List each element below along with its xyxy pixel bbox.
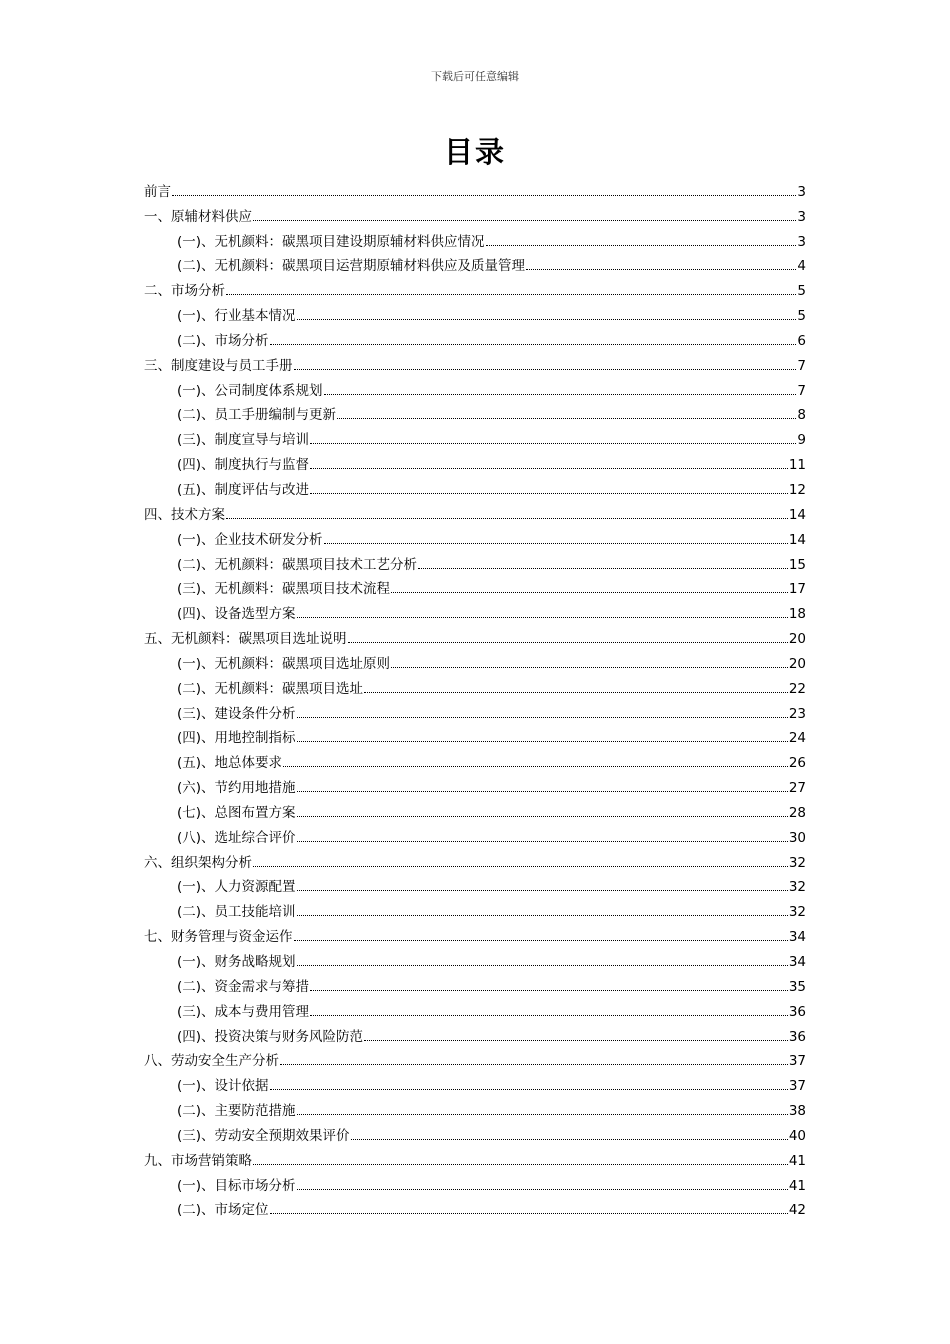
toc-entry-title: (二)、无机颜料：碳黑项目选址	[177, 680, 364, 697]
toc-page-number: 28	[788, 804, 806, 821]
toc-leader-dots	[297, 717, 788, 718]
toc-entry-title: (一)、无机颜料：碳黑项目选址原则	[177, 655, 391, 672]
toc-entry[interactable]	[144, 970, 806, 995]
toc-leader-dots	[297, 890, 788, 891]
toc-leader-dots	[270, 344, 797, 345]
toc-entry-title: (三)、劳动安全预期效果评价	[177, 1127, 350, 1144]
toc-leader-dots	[310, 1015, 788, 1016]
toc-entry-title: (六)、节约用地措施	[177, 780, 296, 797]
toc-entry-title: (二)、员工技能培训	[177, 904, 296, 921]
toc-page-number: 30	[788, 829, 806, 846]
toc-entry[interactable]	[144, 448, 806, 473]
toc-leader-dots	[283, 766, 788, 767]
toc-entry-title: 六、组织架构分析	[144, 854, 252, 871]
toc-leader-dots	[297, 965, 788, 966]
toc-entry[interactable]	[144, 895, 806, 920]
toc-leader-dots	[226, 518, 788, 519]
toc-entry[interactable]	[144, 821, 806, 846]
page-header: 下载后可任意编辑	[431, 70, 519, 83]
toc-page-number: 5	[797, 308, 806, 325]
toc-leader-dots	[297, 915, 788, 916]
toc-page-number: 26	[788, 755, 806, 772]
toc-entry-title: 二、市场分析	[144, 283, 225, 300]
toc-page-number: 36	[788, 1028, 806, 1045]
toc-entry-title: (二)、无机颜料：碳黑项目技术工艺分析	[177, 556, 418, 573]
toc-entry-title: (二)、市场分析	[177, 332, 269, 349]
toc-leader-dots	[351, 1139, 788, 1140]
toc-entry-title: (一)、人力资源配置	[177, 879, 296, 896]
toc-leader-dots	[294, 940, 788, 941]
toc-entry-title: (三)、建设条件分析	[177, 705, 296, 722]
toc-leader-dots	[526, 269, 796, 270]
toc-leader-dots	[297, 617, 788, 618]
toc-entry-title: (四)、设备选型方案	[177, 606, 296, 623]
toc-entry-title: (五)、制度评估与改进	[177, 481, 310, 498]
toc-entry[interactable]	[144, 796, 806, 821]
toc-page-number: 27	[788, 780, 806, 797]
toc-page-number: 37	[788, 1053, 806, 1070]
toc-leader-dots	[310, 493, 788, 494]
toc-entry[interactable]	[144, 622, 806, 647]
toc-entry-title: (四)、用地控制指标	[177, 730, 296, 747]
toc-entry-title: (四)、制度执行与监督	[177, 457, 310, 474]
toc-entry-title: (三)、无机颜料：碳黑项目技术流程	[177, 581, 391, 598]
toc-entry-title: (三)、成本与费用管理	[177, 1003, 310, 1020]
toc-entry[interactable]	[144, 1069, 806, 1094]
toc-entry-title: (一)、无机颜料：碳黑项目建设期原辅材料供应情况	[177, 233, 485, 250]
toc-leader-dots	[253, 220, 796, 221]
toc-page-number: 23	[788, 705, 806, 722]
toc-entry[interactable]	[144, 250, 806, 275]
toc-page-number: 34	[788, 954, 806, 970]
toc-entry-title: 三、制度建设与员工手册	[144, 357, 293, 374]
toc-leader-dots	[348, 642, 788, 643]
toc-entry[interactable]	[144, 672, 806, 697]
toc-leader-dots	[297, 1114, 788, 1115]
toc-page-number: 6	[797, 332, 806, 349]
toc-entry[interactable]	[144, 473, 806, 498]
toc-leader-dots	[280, 1064, 788, 1065]
toc-leader-dots	[364, 692, 788, 693]
toc-page-number: 9	[797, 432, 806, 449]
toc-entry[interactable]	[144, 324, 806, 349]
toc-page-number: 22	[788, 680, 806, 697]
toc-entry-title: (一)、公司制度体系规划	[177, 382, 323, 399]
toc-page-number: 3	[797, 183, 806, 200]
toc-entry[interactable]	[144, 722, 806, 747]
toc-entry-title: (二)、市场定位	[177, 1202, 269, 1219]
toc-page-number: 37	[788, 1078, 806, 1095]
toc-entry[interactable]	[144, 274, 806, 299]
page-title: 目录	[443, 135, 506, 169]
toc-leader-dots	[324, 394, 797, 395]
toc-leader-dots	[253, 866, 788, 867]
toc-leader-dots	[337, 418, 796, 419]
toc-entry[interactable]	[144, 299, 806, 324]
toc-leader-dots	[364, 1040, 788, 1041]
toc-page-number: 12	[788, 481, 806, 498]
toc-entry-title: (一)、行业基本情况	[177, 308, 296, 325]
toc-page-number: 42	[788, 1202, 806, 1219]
toc-page-number: 34	[788, 929, 806, 946]
toc-page-number: 20	[788, 631, 806, 648]
toc-entry-title: 四、技术方案	[144, 506, 225, 523]
toc-entry[interactable]	[144, 871, 806, 896]
toc-entry[interactable]	[144, 225, 806, 250]
toc-entry[interactable]	[144, 746, 806, 771]
toc-entry-title: (一)、企业技术研发分析	[177, 531, 323, 548]
toc-page-number: 35	[788, 978, 806, 995]
toc-page-number: 3	[797, 233, 806, 250]
toc-entry[interactable]	[144, 423, 806, 448]
toc-entry[interactable]	[144, 995, 806, 1020]
toc-page-number: 41	[788, 1177, 806, 1194]
toc-leader-dots	[310, 468, 788, 469]
toc-page-number: 5	[797, 283, 806, 300]
toc-leader-dots	[297, 1189, 788, 1190]
toc-leader-dots	[391, 592, 788, 593]
toc-leader-dots	[486, 245, 797, 246]
toc-entry[interactable]	[144, 200, 806, 225]
toc-entry-title: (四)、投资决策与财务风险防范	[177, 1028, 364, 1045]
toc-page-number: 8	[797, 407, 806, 424]
toc-entry-title: 七、财务管理与资金运作	[144, 929, 293, 946]
toc-entry[interactable]	[144, 846, 806, 871]
toc-entry-title: (一)、目标市场分析	[177, 1177, 296, 1194]
toc-entry[interactable]	[144, 920, 806, 945]
toc-entry-title: (一)、设计依据	[177, 1078, 269, 1095]
toc-page-number: 15	[788, 556, 806, 573]
toc-entry[interactable]	[144, 1119, 806, 1144]
toc-page-number: 41	[788, 1152, 806, 1169]
toc-entry[interactable]	[144, 647, 806, 672]
toc-leader-dots	[310, 443, 796, 444]
toc-entry[interactable]	[144, 498, 806, 523]
toc-leader-dots	[297, 841, 788, 842]
toc-entry-title: (五)、地总体要求	[177, 755, 283, 772]
toc-page-number: 14	[788, 506, 806, 523]
toc-entry[interactable]	[144, 1194, 806, 1219]
toc-entry[interactable]	[144, 1144, 806, 1169]
toc-leader-dots	[324, 543, 788, 544]
table-of-contents	[144, 175, 806, 1218]
toc-entry[interactable]	[144, 175, 806, 200]
toc-entry-title: (二)、无机颜料：碳黑项目运营期原辅材料供应及质量管理	[177, 258, 526, 275]
toc-entry[interactable]	[144, 1045, 806, 1070]
toc-entry[interactable]	[144, 597, 806, 622]
toc-page-number: 7	[797, 357, 806, 374]
toc-leader-dots	[391, 667, 788, 668]
toc-leader-dots	[418, 568, 788, 569]
toc-page-number: 24	[788, 730, 806, 747]
toc-entry[interactable]	[144, 374, 806, 399]
toc-page-number: 38	[788, 1103, 806, 1120]
toc-leader-dots	[310, 990, 788, 991]
toc-entry[interactable]	[144, 771, 806, 796]
toc-leader-dots	[297, 816, 788, 817]
toc-leader-dots	[297, 741, 788, 742]
toc-leader-dots	[294, 369, 797, 370]
toc-leader-dots	[297, 791, 788, 792]
toc-page-number: 18	[788, 606, 806, 623]
toc-leader-dots	[297, 319, 797, 320]
toc-entry[interactable]	[144, 1020, 806, 1045]
toc-entry-title: (二)、主要防范措施	[177, 1103, 296, 1120]
toc-page-number: 20	[788, 655, 806, 672]
toc-page-number: 32	[788, 904, 806, 921]
toc-entry[interactable]	[144, 349, 806, 374]
toc-page-number: 11	[788, 457, 806, 474]
toc-entry-title: 九、市场营销策略	[144, 1152, 252, 1169]
toc-entry[interactable]	[144, 1169, 806, 1194]
toc-leader-dots	[172, 195, 796, 196]
toc-entry-title: 八、劳动安全生产分析	[144, 1053, 279, 1070]
toc-entry[interactable]	[144, 523, 806, 548]
toc-entry[interactable]	[144, 548, 806, 573]
toc-page-number: 36	[788, 1003, 806, 1020]
toc-entry-title: 五、无机颜料：碳黑项目选址说明	[144, 631, 347, 648]
toc-entry-title: (一)、财务战略规划	[177, 954, 296, 970]
toc-page-number: 32	[788, 854, 806, 871]
toc-entry-title: (七)、总图布置方案	[177, 804, 296, 821]
toc-page-number: 14	[788, 531, 806, 548]
toc-leader-dots	[253, 1164, 788, 1165]
toc-entry[interactable]	[144, 573, 806, 598]
toc-entry-title: 一、原辅材料供应	[144, 208, 252, 225]
toc-leader-dots	[270, 1089, 788, 1090]
toc-page-number: 32	[788, 879, 806, 896]
toc-entry-title: (八)、选址综合评价	[177, 829, 296, 846]
toc-entry-title: (三)、制度宣导与培训	[177, 432, 310, 449]
toc-entry[interactable]	[144, 399, 806, 424]
toc-page-number: 4	[797, 258, 806, 275]
toc-leader-dots	[270, 1213, 788, 1214]
toc-page-number: 7	[797, 382, 806, 399]
toc-entry-title: 前言	[144, 183, 171, 200]
toc-entry-title: (二)、资金需求与筹措	[177, 978, 310, 995]
toc-page-number: 17	[788, 581, 806, 598]
toc-page-number: 40	[788, 1127, 806, 1144]
toc-page-number: 3	[797, 208, 806, 225]
toc-entry-title: (二)、员工手册编制与更新	[177, 407, 337, 424]
toc-entry[interactable]	[144, 1094, 806, 1119]
toc-entry[interactable]	[144, 945, 806, 970]
toc-entry[interactable]	[144, 697, 806, 722]
toc-leader-dots	[226, 294, 796, 295]
